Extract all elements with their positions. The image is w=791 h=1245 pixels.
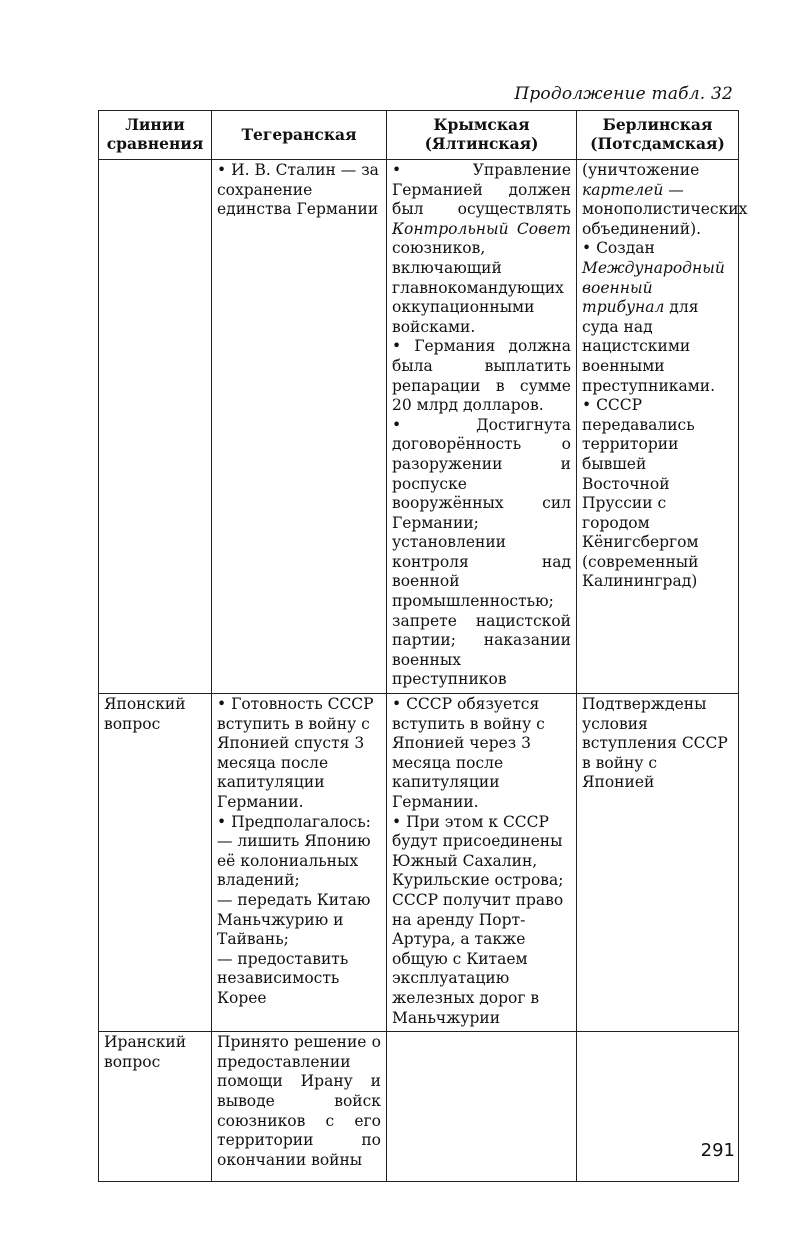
table-row bbox=[99, 160, 739, 694]
yalta-point: • СССР обязуется вступить в войну с Японией через 3 месяца после капитуляции Германии. bbox=[392, 695, 545, 811]
table-continuation-caption: Продолжение табл. 32 bbox=[514, 84, 733, 104]
table-row bbox=[99, 694, 739, 1032]
tehran-point: • Готовность СССР вступить в войну с Японией спустя 3 месяца после капитуляции Германии. bbox=[217, 695, 374, 811]
tehran-point: • Предполагалось: bbox=[217, 812, 371, 831]
potsdam-cell bbox=[577, 160, 748, 694]
header-tehran: Тегеранская bbox=[212, 111, 387, 160]
row-label: Японский вопрос bbox=[99, 694, 212, 1032]
yalta-point: • При этом к СССР будут присоединены Южный Сахалин, Курильские острова; СССР получит право на аренду Порт-Артура, а также общую с Китаем эксплуатацию железных дорог в Маньчжурии bbox=[392, 812, 564, 1027]
header-potsdam: Берлинская (Потсдамская) bbox=[577, 111, 739, 160]
yalta-cell bbox=[387, 1032, 577, 1182]
tehran-point: — передать Китаю Маньчжурию и Тайвань; bbox=[217, 890, 371, 949]
yalta-point: • Управление Германией должен был осуществлять Контрольный Совет союзников, включающий главнокомандующих оккупационными войсками. bbox=[392, 161, 571, 336]
table-header-row bbox=[99, 111, 739, 160]
page-number: 291 bbox=[700, 1140, 735, 1161]
potsdam-point: • СССР передавались территории бывшей Восточной Пруссии с городом Кёнигсбергом (современный Калининград) bbox=[582, 396, 699, 591]
yalta-point: • Достигнута договорённость о разоружении и роспуске вооружённых сил Германии; установлении контроля над военной промышленностью; запрете нацистской партии; наказании военных преступников bbox=[392, 415, 571, 689]
table-row bbox=[99, 1032, 739, 1182]
yalta-cell bbox=[387, 694, 577, 1032]
header-yalta: Крымская (Ялтинская) bbox=[387, 111, 577, 160]
yalta-cell bbox=[387, 160, 577, 694]
tehran-point: — лишить Японию её колониальных владений; bbox=[217, 832, 371, 890]
tehran-cell: Принято решение о предоставлении помощи Ирану и выводе войск союзников с его территории по окончании войны bbox=[212, 1032, 387, 1182]
yalta-point: • Германия должна была выплатить репарации в сумме 20 млрд долларов. bbox=[392, 337, 571, 415]
tehran-cell bbox=[212, 694, 387, 1032]
header-comparison-lines: Линии сравнения bbox=[99, 111, 212, 160]
row-label: Иранский вопрос bbox=[99, 1032, 212, 1182]
tehran-point: — предоставить независимость Корее bbox=[217, 949, 349, 1007]
potsdam-point: • Создан Международный военный трибунал для суда над нацистскими военными преступниками. bbox=[582, 239, 725, 395]
comparison-table bbox=[98, 110, 748, 1182]
tehran-cell: • И. В. Сталин — за сохранение единства Германии bbox=[212, 160, 387, 694]
potsdam-point: (уничтожение картелей — монополистических объединений). bbox=[582, 161, 748, 238]
row-label bbox=[99, 160, 212, 694]
potsdam-cell: Подтверждены условия вступления СССР в войну с Японией bbox=[577, 694, 739, 1032]
